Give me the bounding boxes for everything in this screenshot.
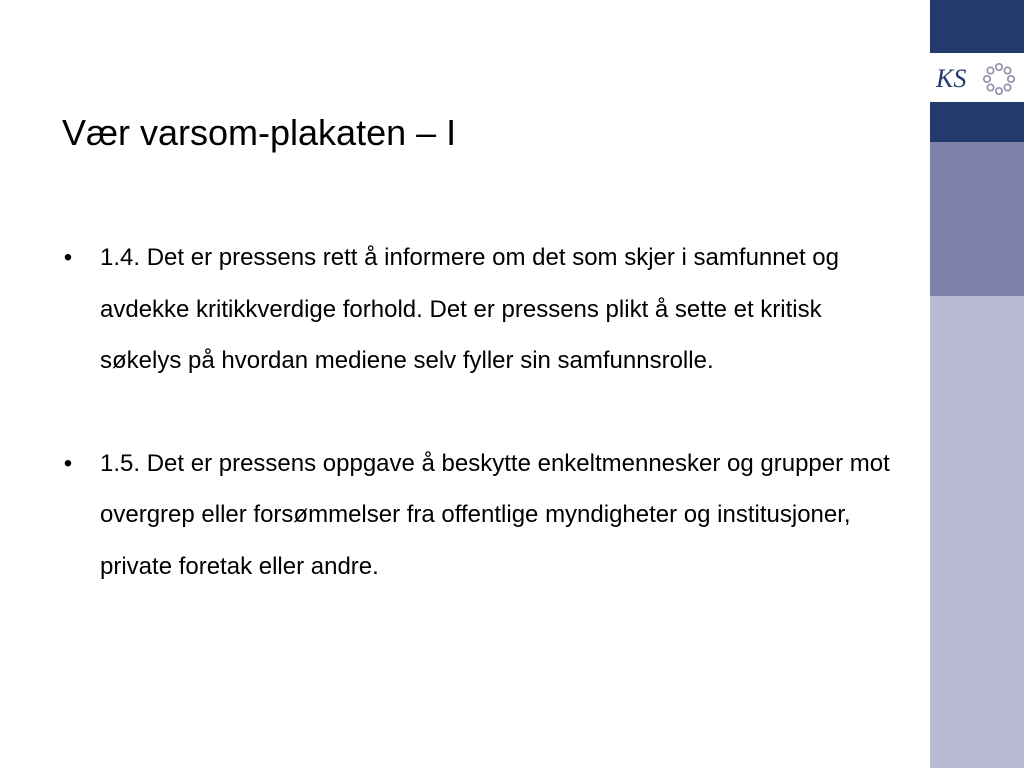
sidebar-navy-band-bottom xyxy=(930,102,1024,142)
bullet-text: 1.4. Det er pressens rett å informere om det som skjer i samfunnet og avdekke kritikkverdige forhold. Det er pressens plikt å sette et kritisk søkelys på hvordan mediene selv fyller sin samfunnsrolle. xyxy=(100,244,839,374)
bullet-text: 1.5. Det er pressens oppgave å beskytte enkeltmennesker og grupper mot overgrep eller forsømmelser fra offentlige myndigheter og institusjoner, private foretak eller andre. xyxy=(100,449,890,580)
ks-logo-graphic xyxy=(930,53,1024,102)
bullet-item xyxy=(58,232,898,387)
sidebar-decoration xyxy=(930,0,1024,768)
bullet-marker: • xyxy=(63,244,73,271)
sidebar-navy-band-top xyxy=(930,0,1024,53)
slide-title: Vær varsom-plakaten – I xyxy=(62,112,457,153)
sidebar-mid-band xyxy=(930,142,1024,296)
bullet-marker: • xyxy=(63,449,73,477)
ring-of-circles-icon xyxy=(984,64,1014,94)
ks-logo-text: KS xyxy=(936,64,967,93)
ks-logo xyxy=(930,53,1024,102)
bullet-item xyxy=(58,438,898,593)
bullet-list xyxy=(58,232,898,643)
sidebar-light-band xyxy=(930,296,1024,768)
